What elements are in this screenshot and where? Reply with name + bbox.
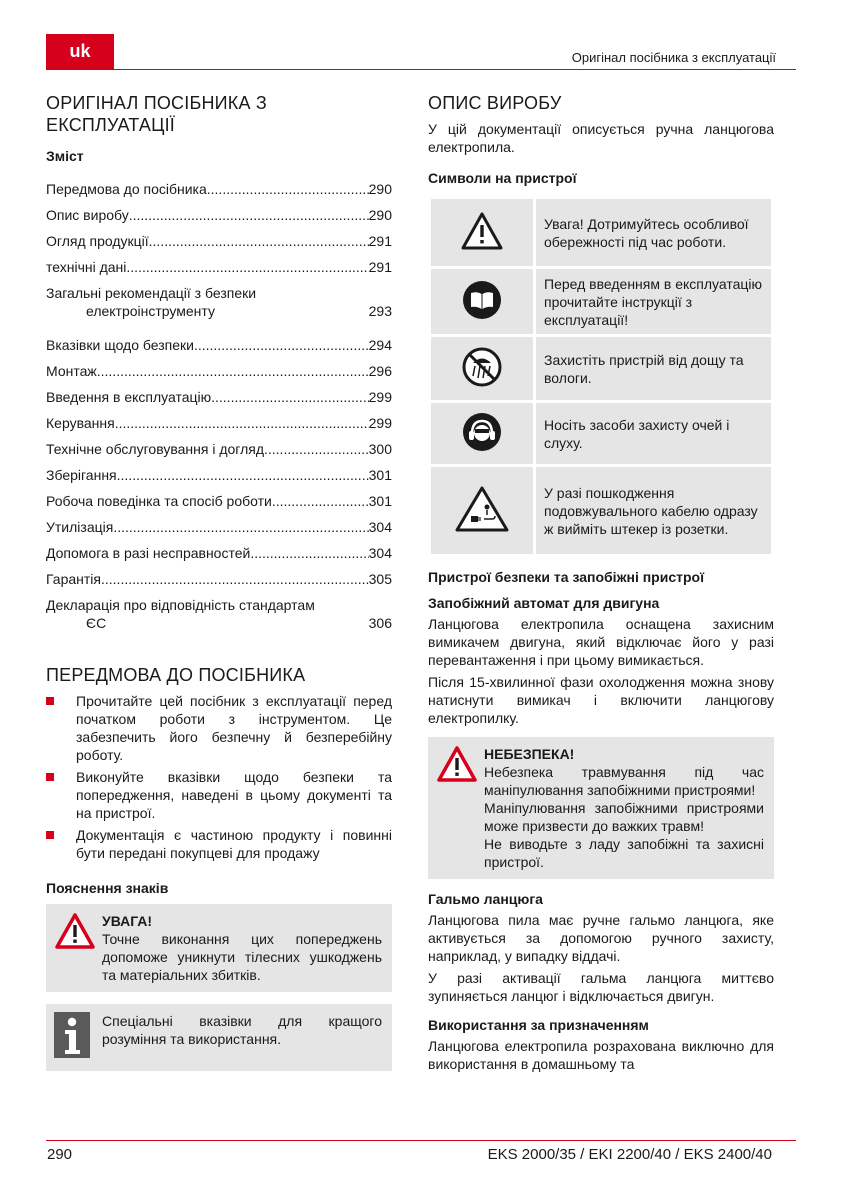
signs-heading: Пояснення знаків bbox=[46, 880, 169, 896]
description-text: У цій документації описується ручна ланцюгова електропила. bbox=[428, 121, 774, 155]
toc-item[interactable]: Утилізація ..... 304 bbox=[46, 510, 392, 536]
table-of-contents bbox=[46, 172, 392, 640]
symbol-text: Захистіть пристрій від дощу та вологи. bbox=[535, 336, 773, 402]
warning-title: УВАГА! bbox=[102, 913, 153, 929]
toc-item[interactable]: Монтаж ..... 296 bbox=[46, 354, 392, 380]
symbol-text: Носіть засоби захисту очей і слуху. bbox=[535, 402, 773, 466]
brake-heading: Гальмо ланцюга bbox=[428, 891, 543, 907]
table-row bbox=[430, 466, 773, 556]
symbols-table bbox=[428, 196, 774, 557]
toc-item[interactable]: Декларація про відповідність стандартам ЄС 306 bbox=[46, 597, 392, 631]
toc-item[interactable]: Робоча поведінка та спосіб роботи ..... 301 bbox=[46, 484, 392, 510]
danger-line: Не виводьте з ладу запобіжні та захисні пристрої. bbox=[484, 836, 764, 870]
brake-paragraph: У разі активації гальма ланцюга миттєво зупиняється ланцюг і відключається двигун. bbox=[428, 970, 774, 1004]
danger-line: Маніпулювання запобіжними пристроями може призвести до важких травм! bbox=[484, 800, 764, 834]
language-tab: uk bbox=[46, 34, 114, 70]
toc-item[interactable]: Технічне обслуговування і догляд ..... 300 bbox=[46, 432, 392, 458]
info-box bbox=[46, 1004, 392, 1071]
toc-heading: Зміст bbox=[46, 148, 84, 164]
bullet-square-icon bbox=[46, 831, 54, 839]
toc-item[interactable]: Огляд продукції ..... 291 bbox=[46, 224, 392, 250]
unplug-cable-icon bbox=[430, 466, 535, 556]
toc-item[interactable]: Керування ..... 299 bbox=[46, 406, 392, 432]
table-row bbox=[430, 268, 773, 336]
list-item: Прочитайте цей посібник з експлуатації перед початком роботи з інструментом. Це забезпечить його безпечну й безперебійну роботу. bbox=[46, 692, 392, 764]
use-heading: Використання за призначенням bbox=[428, 1017, 649, 1033]
list-item: Виконуйте вказівки щодо безпеки та попередження, наведені в цьому документі та на пристрої. bbox=[46, 768, 392, 822]
table-row bbox=[430, 198, 773, 268]
danger-box bbox=[428, 737, 774, 879]
safety-heading: Пристрої безпеки та запобіжні пристрої bbox=[428, 569, 705, 585]
toc-item[interactable]: технічні дані ..... 291 bbox=[46, 250, 392, 276]
header-rule bbox=[46, 69, 796, 70]
footer-rule bbox=[46, 1140, 796, 1141]
toc-item[interactable]: Введення в експлуатацію ..... 299 bbox=[46, 380, 392, 406]
toc-item[interactable]: Опис виробу ..... 290 bbox=[46, 198, 392, 224]
breaker-paragraph: Після 15-хвилинної фази охолодження можна знову натиснути вимикач і включити ланцюгову електропилку. bbox=[428, 674, 774, 726]
toc-item[interactable]: Зберігання ..... 301 bbox=[46, 458, 392, 484]
warning-triangle-icon bbox=[430, 198, 535, 268]
toc-item[interactable]: Передмова до посібника ..... 290 bbox=[46, 172, 392, 198]
warning-triangle-icon bbox=[436, 745, 484, 871]
danger-title: НЕБЕЗПЕКА! bbox=[484, 746, 575, 762]
table-row bbox=[430, 402, 773, 466]
symbol-text: У разі пошкодження подовжувального кабелю одразу ж вийміть штекер із розетки. bbox=[535, 466, 773, 556]
toc-item[interactable]: Загальні рекомендації з безпеки електроінструменту 293 bbox=[46, 285, 392, 319]
symbol-text: Перед введенням в експлуатацію прочитайте інструкції з експлуатації! bbox=[535, 268, 773, 336]
description-title: ОПИС ВИРОБУ bbox=[428, 93, 562, 113]
left-column bbox=[46, 92, 392, 1071]
brake-paragraph: Ланцюгова пила має ручне гальмо ланцюга, яке активується за допомогою ручного захисту, наприклад, у випадку віддачі. bbox=[428, 912, 774, 964]
read-manual-icon bbox=[430, 268, 535, 336]
bullet-square-icon bbox=[46, 773, 54, 781]
foreword-list bbox=[46, 692, 392, 862]
use-paragraph: Ланцюгова електропила розрахована виключно для використання в домашньому та bbox=[428, 1038, 774, 1072]
header-title: Оригінал посібника з експлуатації bbox=[571, 50, 776, 65]
info-text: Спеціальні вказівки для кращого розуміння та використання. bbox=[102, 1013, 382, 1047]
page-number: 290 bbox=[47, 1146, 73, 1163]
danger-line: Небезпека травмування під час маніпулювання запобіжними пристроями! bbox=[484, 764, 764, 798]
model-numbers: EKS 2000/35 / EKI 2200/40 / EKS 2400/40 bbox=[487, 1146, 772, 1163]
toc-item[interactable]: Вказівки щодо безпеки ..... 294 bbox=[46, 328, 392, 354]
main-title: ОРИГІНАЛ ПОСІБНИКА З ЕКСПЛУАТАЦІЇ bbox=[46, 93, 267, 135]
info-icon bbox=[54, 1012, 102, 1063]
breaker-paragraph: Ланцюгова електропила оснащена захисним вимикачем двигуна, який відключає його у разі перевантаження і при цьому вимикається. bbox=[428, 616, 774, 668]
warning-text: Точне виконання цих попереджень допоможе уникнути тілесних ушкоджень та матеріальних збитків. bbox=[102, 931, 382, 983]
symbols-heading: Символи на пристрої bbox=[428, 170, 577, 186]
eye-ear-protection-icon bbox=[430, 402, 535, 466]
symbol-text: Увага! Дотримуйтесь особливої обережності під час роботи. bbox=[535, 198, 773, 268]
table-row bbox=[430, 336, 773, 402]
warning-triangle-icon bbox=[54, 912, 102, 984]
bullet-square-icon bbox=[46, 697, 54, 705]
foreword-title: ПЕРЕДМОВА ДО ПОСІБНИКА bbox=[46, 665, 306, 685]
right-column bbox=[428, 92, 774, 1073]
breaker-heading: Запобіжний автомат для двигуна bbox=[428, 595, 660, 611]
warning-box bbox=[46, 904, 392, 992]
toc-item[interactable]: Гарантія ..... 305 bbox=[46, 562, 392, 588]
toc-item[interactable]: Допомога в разі несправностей ..... 304 bbox=[46, 536, 392, 562]
no-rain-icon bbox=[430, 336, 535, 402]
list-item: Документація є частиною продукту і повинні бути передані покупцеві для продажу bbox=[46, 826, 392, 862]
